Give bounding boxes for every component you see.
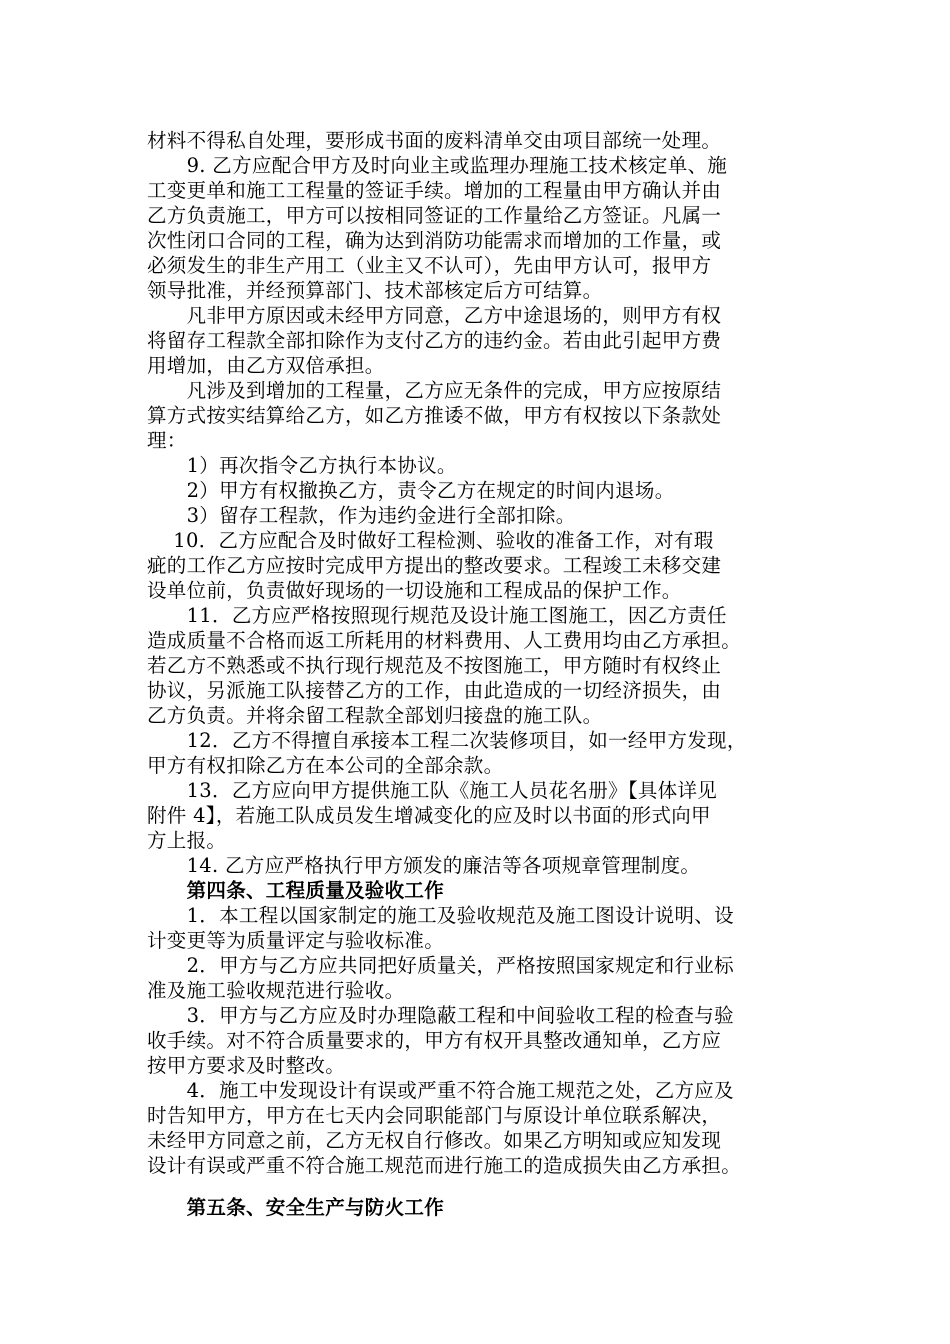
text-line: 方上报。 — [147, 829, 227, 852]
text-line: 4．施工中发现设计有误或严重不符合施工规范之处，乙方应及 — [147, 1079, 734, 1102]
text-line: 设单位前，负责做好现场的一切设施和工程成品的保护工作。 — [147, 579, 682, 602]
list-item: 3）留存工程款，作为违约金进行全部扣除。 — [147, 504, 576, 527]
text-line: 材料不得私自处理，要形成书面的废料清单交由项目部统一处理。 — [147, 129, 722, 152]
text-line: 3．甲方与乙方应及时办理隐蔽工程和中间验收工程的检查与验 — [147, 1004, 734, 1027]
text-line: 造成质量不合格而返工所耗用的材料费用、人工费用均由乙方承担。 — [147, 629, 742, 652]
text-line: 计变更等为质量评定与验收标准。 — [147, 929, 445, 952]
text-line: 13．乙方应向甲方提供施工队《施工人员花名册》【具体详见 — [147, 779, 718, 802]
text-line: 10．乙方应配合及时做好工程检测、验收的准备工作，对有瑕 — [147, 529, 714, 552]
text-line: 协议，另派施工队接替乙方的工作，由此造成的一切经济损失，由 — [147, 679, 722, 702]
text-line: 凡涉及到增加的工程量，乙方应无条件的完成，甲方应按原结 — [147, 379, 722, 402]
text-line: 12．乙方不得擅自承接本工程二次装修项目，如一经甲方发现， — [147, 729, 747, 752]
text-line: 按甲方要求及时整改。 — [147, 1054, 346, 1077]
text-line: 时告知甲方，甲方在七天内会同职能部门与原设计单位联系解决， — [147, 1104, 722, 1127]
section-heading: 第五条、安全生产与防火工作 — [147, 1196, 445, 1219]
text-line: 2．甲方与乙方应共同把好质量关，严格按照国家规定和行业标 — [147, 954, 734, 977]
text-line: 未经甲方同意之前，乙方无权自行修改。如果乙方明知或应知发现 — [147, 1129, 722, 1152]
text-line: 工变更单和施工工程量的签证手续。增加的工程量由甲方确认并由 — [147, 179, 722, 202]
text-line: 乙方负责。并将余留工程款全部划归接盘的施工队。 — [147, 704, 603, 727]
list-item: 1）再次指令乙方执行本协议。 — [147, 454, 457, 477]
text-line: 将留存工程款全部扣除作为支付乙方的违约金。若由此引起甲方费 — [147, 329, 722, 352]
text-line: 用增加，由乙方双倍承担。 — [147, 354, 385, 377]
text-line: 11．乙方应严格按照现行规范及设计施工图施工，因乙方责任 — [147, 604, 727, 627]
text-line: 准及施工验收规范进行验收。 — [147, 979, 405, 1002]
text-line: 理： — [147, 429, 187, 452]
text-line: 凡非甲方原因或未经甲方同意，乙方中途退场的，则甲方有权 — [147, 304, 722, 327]
text-line: 甲方有权扣除乙方在本公司的全部余款。 — [147, 754, 504, 777]
text-line: 算方式按实结算给乙方，如乙方推诿不做，甲方有权按以下条款处 — [147, 404, 722, 427]
text-line: 乙方负责施工，甲方可以按相同签证的工作量给乙方签证。凡属一 — [147, 204, 722, 227]
text-line: 9. 乙方应配合甲方及时向业主或监理办理施工技术核定单、施 — [147, 154, 728, 177]
text-line: 1．本工程以国家制定的施工及验收规范及施工图设计说明、设 — [147, 904, 734, 927]
text-line: 次性闭口合同的工程，确为达到消防功能需求而增加的工作量，或 — [147, 229, 722, 252]
text-line: 疵的工作乙方应按时完成甲方提出的整改要求。工程竣工未移交建 — [147, 554, 722, 577]
text-line: 14. 乙方应严格执行甲方颁发的廉洁等各项规章管理制度。 — [147, 854, 701, 877]
text-line: 收手续。对不符合质量要求的，甲方有权开具整改通知单，乙方应 — [147, 1029, 722, 1052]
text-line: 领导批准，并经预算部门、技术部核定后方可结算。 — [147, 279, 603, 302]
text-line: 必须发生的非生产用工（业主又不认可），先由甲方认可，报甲方 — [147, 254, 712, 277]
text-line: 若乙方不熟悉或不执行现行规范及不按图施工，甲方随时有权终止 — [147, 654, 722, 677]
section-heading: 第四条、工程质量及验收工作 — [147, 879, 445, 902]
list-item: 2）甲方有权撤换乙方，责令乙方在规定的时间内退场。 — [147, 479, 675, 502]
text-line: 附件 4】，若施工队成员发生增减变化的应及时以书面的形式向甲 — [147, 804, 711, 827]
text-line: 设计有误或严重不符合施工规范而进行施工的造成损失由乙方承担。 — [147, 1154, 742, 1177]
